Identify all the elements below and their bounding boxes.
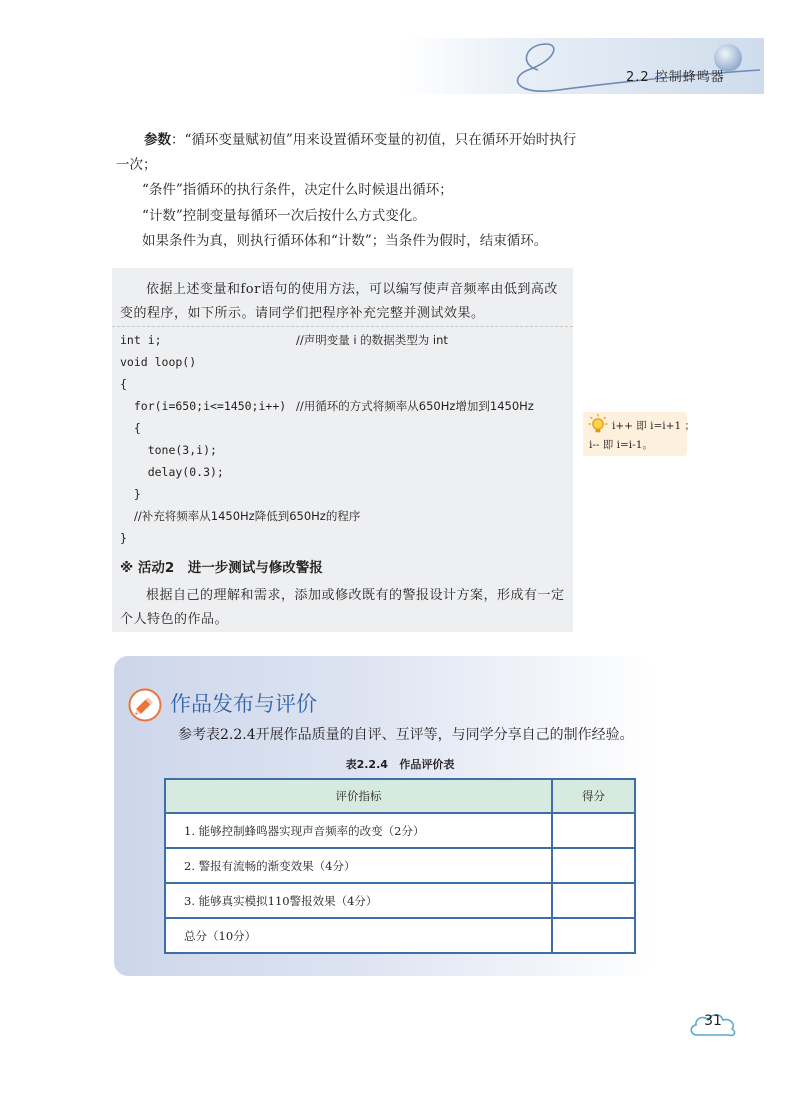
- code-line: int i;: [120, 333, 162, 347]
- paragraph-count: “计数”控制变量每循环一次后按什么方式变化。: [142, 208, 426, 224]
- code-line: }: [120, 487, 141, 501]
- code-intro: 依据上述变量和for语句的使用方法，可以编写使声音频率由低到高改变的程序，如下所示。请同学们把程序补充完整并测试效果。: [120, 282, 558, 321]
- evaluation-table: [164, 778, 636, 954]
- lightbulb-icon: [588, 413, 608, 435]
- criteria-cell: 1. 能够控制蜂鸣器实现声音频率的改变（2分）: [165, 813, 552, 848]
- evaluation-title: 作品发布与评价: [170, 692, 317, 716]
- code-line: }: [120, 531, 127, 545]
- table-row: [165, 883, 635, 918]
- table-row: [165, 918, 635, 953]
- score-cell[interactable]: [552, 848, 635, 883]
- code-line: for(i=650;i<=1450;i++): [120, 399, 287, 413]
- table-caption-number: 表2.2.4: [345, 758, 388, 771]
- section-title: 2.2 控制蜂鸣器: [626, 70, 725, 85]
- code-comment: //声明变量 i 的数据类型为 int: [296, 333, 448, 347]
- paragraph-condition: “条件”指循环的执行条件，决定什么时候退出循环；: [142, 182, 453, 198]
- page-number: 31: [704, 1013, 722, 1029]
- table-row: [165, 813, 635, 848]
- code-comment: //用循环的方式将频率从650Hz增加到1450Hz: [296, 399, 534, 413]
- table-row: [165, 848, 635, 883]
- code-divider: [112, 326, 573, 327]
- paragraph-parameters: [116, 128, 586, 178]
- table-caption: [0, 756, 800, 772]
- criteria-cell: 2. 警报有流畅的渐变效果（4分）: [165, 848, 552, 883]
- activity-2-body: 根据自己的理解和需求，添加或修改既有的警报设计方案，形成有一定个人特色的作品。: [120, 588, 565, 627]
- criteria-cell: 3. 能够真实模拟110警报效果（4分）: [165, 883, 552, 918]
- code-line: delay(0.3);: [120, 465, 224, 479]
- score-cell[interactable]: [552, 813, 635, 848]
- total-score-cell[interactable]: [552, 918, 635, 953]
- parameters-text: ：“循环变量赋初值”用来设置循环变量的初值，只在循环开始时执行一次；: [116, 132, 577, 173]
- header-criteria: 评价指标: [165, 779, 552, 813]
- total-cell: 总分（10分）: [165, 918, 552, 953]
- activity-2-title: ※ 活动2 进一步测试与修改警报: [120, 560, 323, 576]
- parameters-label: 参数: [144, 132, 171, 148]
- header-swirl-decoration: [498, 30, 768, 100]
- code-line: tone(3,i);: [120, 443, 217, 457]
- code-comment: //补充将频率从1450Hz降低到650Hz的程序: [134, 509, 361, 523]
- tip-line-increment: i++ 即 i=i+1 ；: [612, 420, 695, 432]
- code-line: void loop(): [120, 355, 197, 369]
- tip-line-decrement: i-- 即 i=i-1。: [589, 439, 653, 451]
- table-header-row: [165, 779, 635, 813]
- paragraph-loop-rule: 如果条件为真，则执行循环体和“计数”；当条件为假时，结束循环。: [142, 233, 548, 249]
- table-caption-name: 作品评价表: [399, 758, 455, 771]
- score-cell[interactable]: [552, 883, 635, 918]
- pencil-icon: [128, 688, 162, 722]
- header-score: 得分: [552, 779, 635, 813]
- evaluation-intro: 参考表2.2.4开展作品质量的自评、互评等，与同学分享自己的制作经验。: [178, 727, 634, 743]
- code-line: {: [120, 421, 141, 435]
- code-line: {: [120, 377, 127, 391]
